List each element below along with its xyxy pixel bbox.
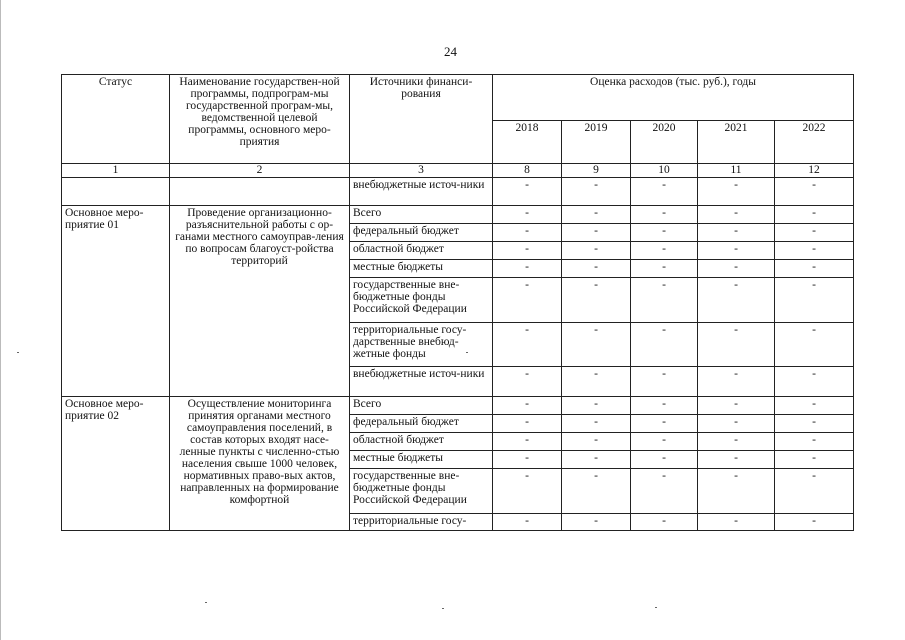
value-cell: - xyxy=(562,242,631,260)
value-cell: - xyxy=(493,178,562,206)
value-cell: - xyxy=(698,242,775,260)
value-cell: - xyxy=(698,451,775,469)
value-cell: - xyxy=(493,367,562,397)
value-cell: - xyxy=(631,260,698,278)
value-cell: - xyxy=(631,224,698,242)
header-year: 2021 xyxy=(698,121,775,164)
header-year: 2022 xyxy=(775,121,854,164)
measure-status: Основное меро-приятие 01 xyxy=(62,206,170,397)
measure-name: Проведение организационно-разъяснительной работы с ор-ганами местного самоуправ-ления по вопросам благоуст-ройства территорий xyxy=(170,206,350,397)
value-cell: - xyxy=(698,367,775,397)
value-cell: - xyxy=(493,323,562,367)
value-cell: - xyxy=(562,397,631,415)
value-cell: - xyxy=(493,433,562,451)
header-estimate: Оценка расходов (тыс. руб.), годы xyxy=(493,75,854,121)
source-cell: территориальные госу-дарственные внебюд-жетные фонды xyxy=(350,323,493,367)
value-cell: - xyxy=(493,415,562,433)
column-number: 11 xyxy=(698,164,775,178)
value-cell: - xyxy=(493,397,562,415)
value-cell: - xyxy=(698,278,775,323)
value-cell: - xyxy=(631,469,698,514)
value-cell: - xyxy=(493,206,562,224)
scan-speck xyxy=(466,352,468,353)
value-cell: - xyxy=(698,514,775,531)
value-cell: - xyxy=(775,469,854,514)
value-cell: - xyxy=(493,451,562,469)
header-name: Наименование государствен-ной программы, подпрограм-мы государственной програм-мы, ведомственной целевой программы, основного меро-приятия xyxy=(170,75,350,164)
scan-speck xyxy=(205,602,207,603)
column-number: 9 xyxy=(562,164,631,178)
value-cell: - xyxy=(493,278,562,323)
source-cell: местные бюджеты xyxy=(350,260,493,278)
column-number: 1 xyxy=(62,164,170,178)
value-cell: - xyxy=(562,514,631,531)
value-cell: - xyxy=(562,224,631,242)
header-year: 2018 xyxy=(493,121,562,164)
value-cell: - xyxy=(698,206,775,224)
header-status: Статус xyxy=(62,75,170,164)
value-cell: - xyxy=(775,206,854,224)
value-cell: - xyxy=(698,433,775,451)
page-number: 24 xyxy=(444,44,457,59)
column-number: 8 xyxy=(493,164,562,178)
status-cell-empty xyxy=(62,178,170,206)
page-edge-line xyxy=(0,0,1,640)
value-cell: - xyxy=(562,278,631,323)
source-cell: федеральный бюджет xyxy=(350,224,493,242)
scan-speck xyxy=(442,608,444,609)
value-cell: - xyxy=(493,224,562,242)
value-cell: - xyxy=(631,278,698,323)
value-cell: - xyxy=(775,397,854,415)
value-cell: - xyxy=(493,469,562,514)
header-sources: Источники финанси-рования xyxy=(350,75,493,164)
value-cell: - xyxy=(698,469,775,514)
source-cell: государственные вне-бюджетные фонды Российской Федерации xyxy=(350,278,493,323)
source-cell: областной бюджет xyxy=(350,242,493,260)
value-cell: - xyxy=(698,178,775,206)
value-cell: - xyxy=(775,323,854,367)
value-cell: - xyxy=(562,260,631,278)
table-row xyxy=(62,206,854,224)
value-cell: - xyxy=(698,224,775,242)
source-cell: местные бюджеты xyxy=(350,451,493,469)
value-cell: - xyxy=(631,206,698,224)
value-cell: - xyxy=(631,415,698,433)
name-cell-empty xyxy=(170,178,350,206)
source-cell: Всего xyxy=(350,397,493,415)
budget-table xyxy=(61,74,854,531)
value-cell: - xyxy=(562,433,631,451)
scan-speck xyxy=(655,607,657,608)
value-cell: - xyxy=(493,242,562,260)
measure-status: Основное меро-приятие 02 xyxy=(62,397,170,531)
value-cell: - xyxy=(631,433,698,451)
source-cell: федеральный бюджет xyxy=(350,415,493,433)
value-cell: - xyxy=(775,224,854,242)
value-cell: - xyxy=(631,242,698,260)
value-cell: - xyxy=(631,397,698,415)
scan-speck xyxy=(17,352,19,353)
value-cell: - xyxy=(698,397,775,415)
value-cell: - xyxy=(631,367,698,397)
value-cell: - xyxy=(631,514,698,531)
value-cell: - xyxy=(775,260,854,278)
value-cell: - xyxy=(775,242,854,260)
measure-name: Осуществление мониторинга принятия органами местного самоуправления поселений, в состав которых входят насе-ленные пункты с численно-стью населения свыше 1000 человек, нормативных право-вых актов, направленных на формирование комфортной xyxy=(170,397,350,531)
table-row xyxy=(62,178,854,206)
source-cell: внебюджетные источ-ники xyxy=(350,367,493,397)
value-cell: - xyxy=(698,323,775,367)
source-cell: внебюджетные источ-ники xyxy=(350,178,493,206)
column-number-row xyxy=(62,164,854,178)
source-cell: областной бюджет xyxy=(350,433,493,451)
header-year: 2020 xyxy=(631,121,698,164)
column-number: 12 xyxy=(775,164,854,178)
source-cell: Всего xyxy=(350,206,493,224)
value-cell: - xyxy=(562,178,631,206)
value-cell: - xyxy=(562,206,631,224)
value-cell: - xyxy=(562,415,631,433)
column-number: 3 xyxy=(350,164,493,178)
value-cell: - xyxy=(775,514,854,531)
value-cell: - xyxy=(562,367,631,397)
value-cell: - xyxy=(562,469,631,514)
value-cell: - xyxy=(698,260,775,278)
source-cell: территориальные госу- xyxy=(350,514,493,531)
value-cell: - xyxy=(631,451,698,469)
value-cell: - xyxy=(562,323,631,367)
table-row xyxy=(62,397,854,415)
value-cell: - xyxy=(775,367,854,397)
value-cell: - xyxy=(631,178,698,206)
value-cell: - xyxy=(775,451,854,469)
value-cell: - xyxy=(493,514,562,531)
value-cell: - xyxy=(698,415,775,433)
value-cell: - xyxy=(493,260,562,278)
value-cell: - xyxy=(775,278,854,323)
value-cell: - xyxy=(775,178,854,206)
column-number: 2 xyxy=(170,164,350,178)
value-cell: - xyxy=(775,415,854,433)
value-cell: - xyxy=(775,433,854,451)
source-cell: государственные вне-бюджетные фонды Российской Федерации xyxy=(350,469,493,514)
header-year: 2019 xyxy=(562,121,631,164)
value-cell: - xyxy=(562,451,631,469)
column-number: 10 xyxy=(631,164,698,178)
value-cell: - xyxy=(631,323,698,367)
